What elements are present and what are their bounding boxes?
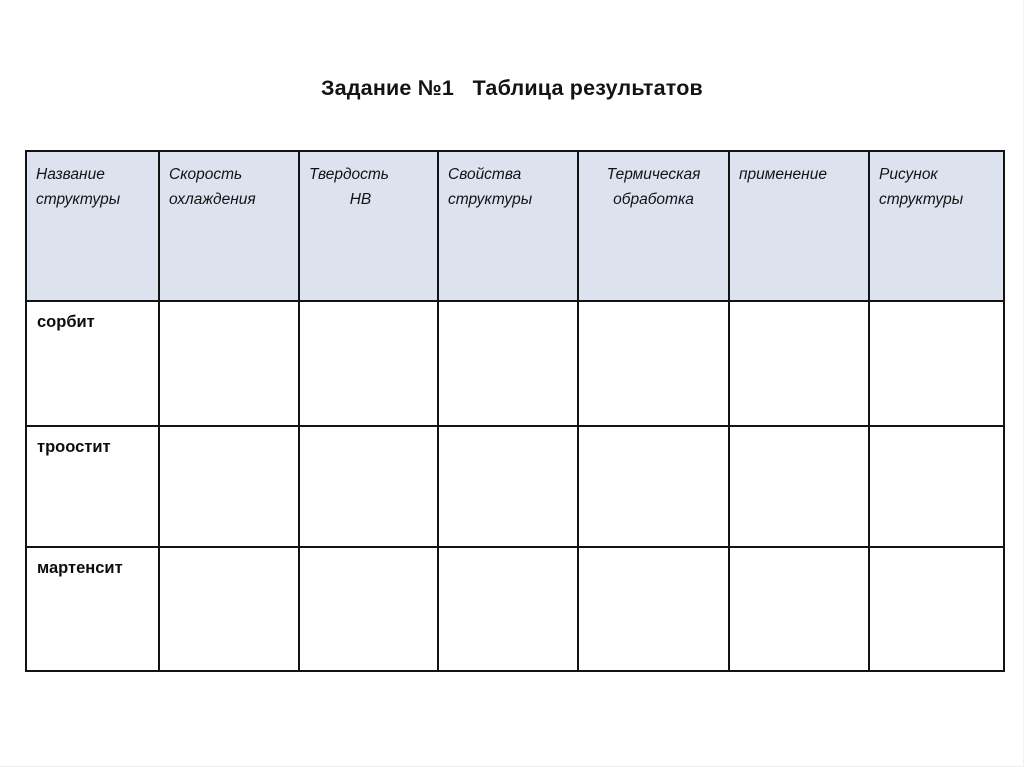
column-header-properties [438,151,578,301]
column-header-cooling-rate-text [160,152,298,212]
column-header-name [26,151,159,301]
cell-heat-treatment[interactable] [578,426,729,547]
column-header-heat-treatment-line1: Термическая [606,166,701,183]
row-label-cell[interactable] [26,426,159,547]
cell-cooling-rate[interactable] [159,301,299,426]
cell-properties[interactable] [438,301,578,426]
column-header-heat-treatment-text [579,152,728,212]
column-header-properties-line2: структуры [448,191,533,209]
cell-hardness[interactable] [299,547,438,671]
column-header-hardness-text [300,152,437,212]
cell-heat-treatment[interactable] [578,301,729,426]
column-header-application-line1: применение [739,166,827,183]
row-label-cell[interactable] [26,547,159,671]
cell-properties[interactable] [438,547,578,671]
cell-application[interactable] [729,426,869,547]
table-row [26,301,1004,426]
column-header-cooling-rate-line2: охлаждения [169,191,256,209]
column-header-heat-treatment-line2: обработка [613,191,694,209]
table-row [26,426,1004,547]
row-label-text: троостит [37,438,111,456]
cell-cooling-rate[interactable] [159,547,299,671]
column-header-structure-image-line1: Рисунок [879,166,938,183]
cell-properties[interactable] [438,426,578,547]
column-header-structure-image-text [870,152,1003,212]
row-label-text: сорбит [37,313,95,331]
column-header-structure-image [869,151,1004,301]
column-header-application-text [730,152,868,187]
cell-application[interactable] [729,547,869,671]
column-header-hardness [299,151,438,301]
column-header-properties-text [439,152,577,212]
column-header-cooling-rate-line1: Скорость [169,166,243,183]
column-header-cooling-rate [159,151,299,301]
cell-structure-image[interactable] [869,547,1004,671]
cell-heat-treatment[interactable] [578,547,729,671]
row-label-text: мартенсит [37,559,123,577]
cell-hardness[interactable] [299,301,438,426]
table-header-row [26,151,1004,301]
table-header [26,151,1004,301]
cell-cooling-rate[interactable] [159,426,299,547]
table-body [26,301,1004,671]
column-header-application [729,151,869,301]
row-label-cell[interactable] [26,301,159,426]
cell-hardness[interactable] [299,426,438,547]
column-header-name-line2: структуры [36,191,121,209]
column-header-properties-line1: Свойства [448,166,522,183]
column-header-structure-image-line2: структуры [879,191,964,209]
page-title: Задание №1 Таблица результатов [321,76,703,100]
column-header-hardness-line2: НВ [349,191,372,209]
column-header-heat-treatment [578,151,729,301]
cell-structure-image[interactable] [869,301,1004,426]
results-table [25,150,1005,672]
column-header-hardness-line1: Твердость [309,166,389,183]
cell-structure-image[interactable] [869,426,1004,547]
cell-application[interactable] [729,301,869,426]
column-header-name-text [27,152,158,212]
column-header-name-line1: Название [36,166,105,183]
table-row [26,547,1004,671]
